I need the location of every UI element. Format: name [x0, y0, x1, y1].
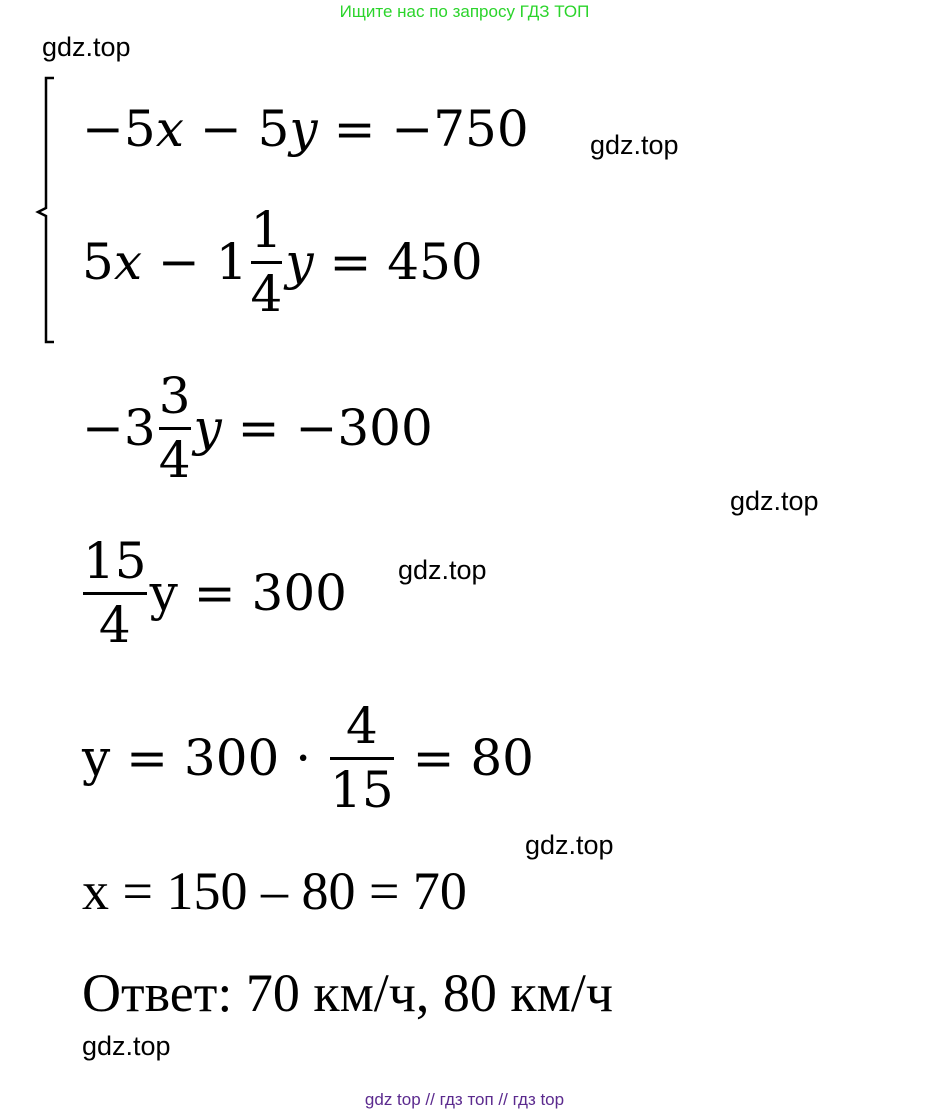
step2-fraction — [83, 532, 147, 654]
fraction-denominator: 4 — [250, 264, 283, 323]
fraction-denominator: 4 — [158, 430, 191, 489]
fraction-bar — [83, 592, 147, 595]
fraction-bar — [330, 757, 394, 760]
equation-1 — [82, 100, 529, 158]
watermark: gdz.top — [398, 555, 487, 585]
fraction-numerator: 1 — [250, 201, 283, 259]
eq1-coef-y: − 5 — [183, 100, 290, 158]
watermark: gdz.top — [730, 486, 819, 516]
step1-fraction — [158, 367, 191, 489]
search-banner: Ищите нас по запросу ГДЗ ТОП — [339, 2, 590, 21]
fraction-bar — [251, 261, 283, 264]
step-2 — [80, 532, 347, 654]
fraction-numerator: 3 — [158, 367, 191, 425]
step1-var-y: y — [193, 399, 222, 457]
eq2-var-x: x — [113, 233, 143, 291]
step3-lhs: y = 300 · — [82, 729, 328, 787]
watermark: gdz.top — [42, 32, 131, 62]
eq2-fraction — [250, 201, 283, 323]
fraction-numerator: 4 — [345, 697, 378, 755]
step2-rhs: = 300 — [177, 564, 347, 622]
fraction-bar — [159, 427, 191, 430]
system-brace — [34, 76, 58, 346]
eq1-var-x: x — [155, 100, 184, 158]
eq1-coef-x: −5 — [82, 100, 156, 158]
eq2-var-y: y — [285, 233, 314, 291]
eq2-coef-x: 5 — [82, 233, 114, 291]
step2-var-y: y — [149, 564, 178, 622]
eq1-var-y: y — [289, 100, 318, 158]
answer: Ответ: 70 км/ч, 80 км/ч — [82, 963, 613, 1023]
step3-fraction — [330, 697, 394, 819]
watermark: gdz.top — [590, 130, 679, 160]
step1-rhs: = −300 — [221, 399, 433, 457]
step-4: x = 150 – 80 = 70 — [82, 861, 467, 921]
eq2-rhs: = 450 — [313, 233, 483, 291]
step3-rhs: = 80 — [396, 729, 534, 787]
fraction-denominator: 15 — [330, 760, 394, 819]
watermark: gdz.top — [82, 1031, 171, 1061]
fraction-denominator: 4 — [98, 595, 131, 654]
step1-whole: −3 — [82, 399, 156, 457]
watermark: gdz.top — [525, 830, 614, 860]
equation-2 — [82, 201, 483, 323]
eq1-rhs: = −750 — [317, 100, 529, 158]
footer-links: gdz top // гдз топ // гдз top — [364, 1090, 565, 1109]
eq2-coef-y: − 1 — [142, 233, 248, 291]
step-1 — [82, 367, 433, 489]
fraction-numerator: 15 — [83, 532, 147, 590]
step-3 — [82, 697, 534, 819]
